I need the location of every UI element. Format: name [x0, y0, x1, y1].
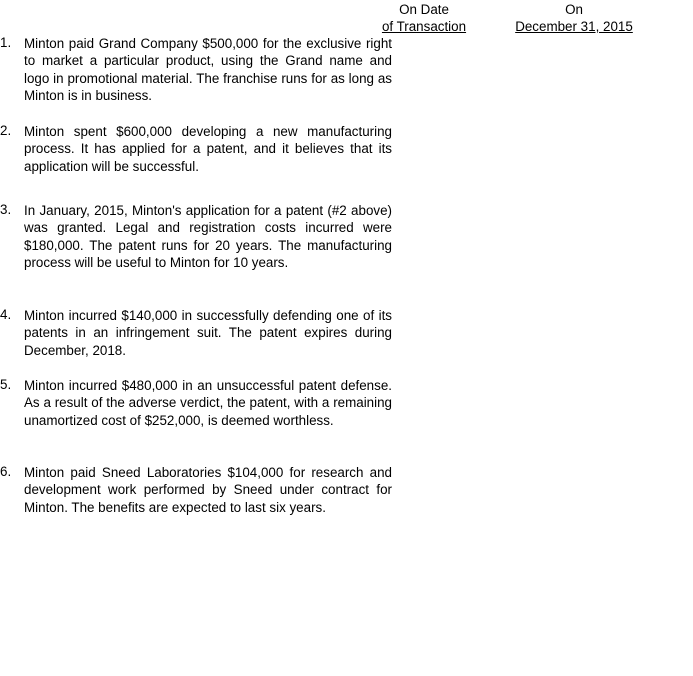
item-text: Minton paid Sneed Laboratories $104,000 for research and development work performed by Sneed under contract for Minton. The benefits are expected to last six years. — [24, 465, 392, 515]
item-text: In January, 2015, Minton's application for a patent (#2 above) was granted. Legal and registration costs incurred were $180,000. The patent runs for 20 years. The manufacturing process will be useful to Minton for 10 years. — [24, 203, 392, 271]
column-header-on-date-line1: On Date — [399, 2, 449, 17]
item-number: 2. — [0, 123, 12, 138]
column-header-on-date-line2: of Transaction — [381, 19, 467, 34]
item-text: Minton incurred $140,000 in successfully defending one of its patents in an infringement suit. The patent expires during December, 2018. — [24, 308, 392, 358]
column-header-december-line2: December 31, 2015 — [515, 19, 633, 34]
item-number: 1. — [0, 35, 12, 50]
item-number: 3. — [0, 202, 12, 217]
item-text: Minton incurred $480,000 in an unsuccessful patent defense. As a result of the adverse verdict, the patent, with a remaining unamortized cost of $252,000, is deemed worthless. — [24, 378, 392, 428]
column-header-december-line1: On — [565, 2, 583, 17]
item-text: Minton paid Grand Company $500,000 for the exclusive right to market a particular product, using the Grand name and logo in promotional material. The franchise runs for as long as Minton is in business. — [24, 36, 392, 104]
item-number: 4. — [0, 307, 12, 322]
item-number: 6. — [0, 464, 12, 479]
column-header-december — [500, 1, 648, 35]
item-number: 5. — [0, 377, 12, 392]
item-text: Minton spent $600,000 developing a new manufacturing process. It has applied for a patent, and it believes that its application will be successful. — [24, 124, 392, 174]
column-header-on-date — [372, 1, 476, 35]
